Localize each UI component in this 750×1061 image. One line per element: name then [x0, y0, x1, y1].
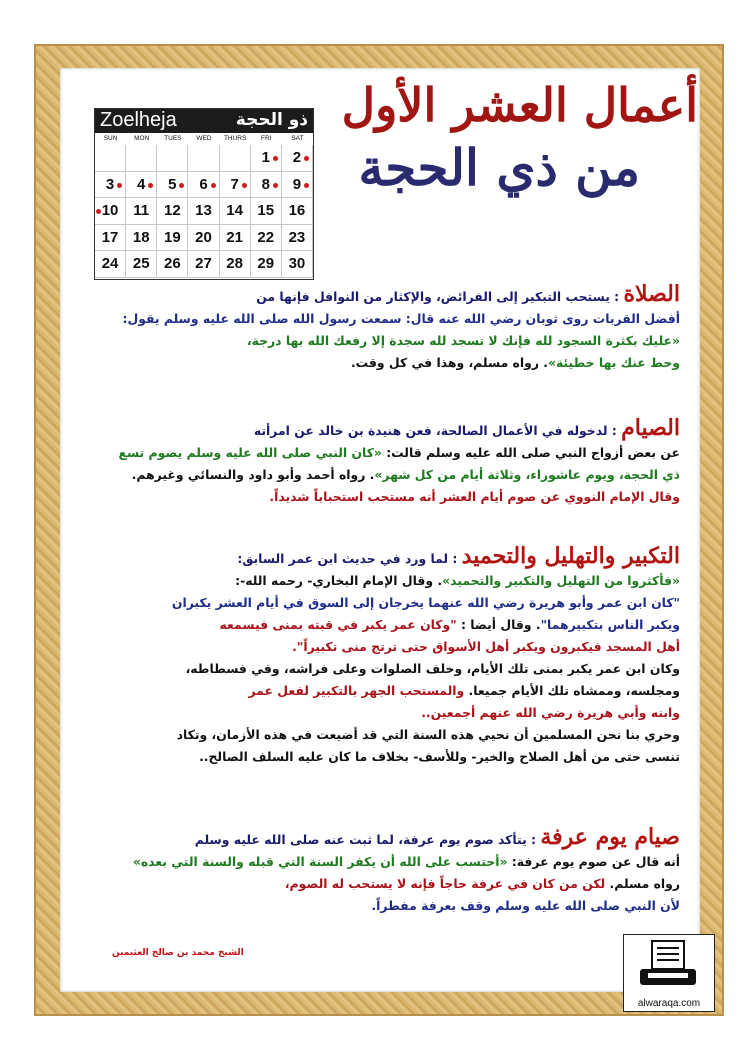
takbeer-line-10: تنسى حتى من أهل الصلاح والخير- وللأسف- بخلاف ما كان عليه السلف الصالح..: [199, 749, 680, 764]
siyam-line-3-quote: ذي الحجة، ويوم عاشوراء، وثلاثة أيام من كل شهر»: [374, 467, 680, 482]
takbeer-line-9: وحري بنا نحن المسلمين أن نحيي هذه السنة التي قد أضيعت في هذه الأزمان، وتكاد: [176, 727, 680, 742]
siyam-heading: الصيام: [621, 415, 680, 441]
calendar-day: 25: [126, 251, 157, 278]
section-salah: [90, 283, 680, 374]
calendar-day: 30: [282, 251, 313, 278]
siyam-line-3-rest: . رواه أحمد وأبو داود والنسائي وغيرهم.: [131, 467, 375, 482]
calendar-day: 17: [95, 225, 126, 252]
calendar-day: [157, 145, 188, 172]
calendar-day: 23: [282, 225, 313, 252]
takbeer-line-5: أهل المسجد فيكبرون ويكبر أهل الأسواق حتى ترتج منى تكبيراً".: [292, 639, 680, 654]
takbeer-line-4-a: ويكبر الناس بتكبيرهما": [540, 617, 680, 632]
takbeer-line-7-a: ومجلسه، وممشاه تلك الأيام جميعا.: [468, 683, 680, 698]
salah-line-4-quote: وحط عنك بها خطيئة»: [547, 355, 680, 370]
takbeer-line-1: : لما ورد في حديث ابن عمر السابق:: [237, 551, 458, 566]
calendar-day: 9: [282, 172, 313, 199]
section-arafah: [90, 826, 680, 917]
calendar-day: 20: [188, 225, 219, 252]
siyam-line-2-a: عن بعض أزواج النبي صلى الله عليه وسلم قالت:: [386, 445, 680, 460]
salah-line-3: «عليك بكثرة السجود لله فإنك لا تسجد لله سجدة إلا رفعك الله بها درجة،: [246, 333, 680, 348]
page-title: أعمال العشر الأول: [341, 78, 698, 132]
arafah-line-3-b: لكن من كان في عرفة حاجاً فإنه لا يستحب له الصوم،: [284, 876, 610, 891]
takbeer-line-4-b: . وقال أيضا :: [460, 617, 541, 632]
calendar-day: 27: [188, 251, 219, 278]
calendar-day: [95, 145, 126, 172]
takbeer-line-4-c: "وكان عمر يكبر في قبته بمنى فيسمعه: [219, 617, 461, 632]
calendar-day: 19: [157, 225, 188, 252]
page-subtitle: من ذي الحجة: [358, 138, 640, 197]
calendar-grid: [95, 145, 313, 278]
author-signature: الشيخ محمد بن صالح العثيمين: [112, 948, 244, 958]
salah-line-4-rest: . رواه مسلم، وهذا في كل وقت.: [350, 355, 548, 370]
salah-line-1: : يستحب التبكير إلى الفرائض، والإكثار من النوافل فإنها من: [256, 289, 620, 304]
calendar-day: 6: [188, 172, 219, 199]
takbeer-line-2-rest: . وقال الإمام البخاري- رحمه الله-:: [235, 573, 443, 588]
calendar-day: 18: [126, 225, 157, 252]
weekday-label: SAT: [291, 135, 304, 142]
arafah-line-2-a: أنه قال عن صوم يوم عرفة:: [511, 854, 680, 869]
calendar-day: 5: [157, 172, 188, 199]
arafah-line-2-quote: «أحتسب على الله أن يكفر السنة التي قبله والسنة التي بعده»: [132, 854, 512, 869]
calendar-day: 14: [220, 198, 251, 225]
section-takbeer: [90, 545, 680, 768]
salah-line-2: أفضل القربات روى ثوبان رضي الله عنه قال: سمعت رسول الله صلى الله عليه وسلم يقول:: [122, 311, 680, 326]
weekday-label: WED: [196, 135, 212, 142]
takbeer-heading: التكبير والتهليل والتحميد: [461, 543, 680, 569]
arafah-line-3-a: رواه مسلم.: [609, 876, 680, 891]
weekday-label: MON: [134, 135, 150, 142]
calendar-day: [126, 145, 157, 172]
calendar-weekdays: [95, 133, 313, 145]
siyam-line-4: وقال الإمام النووي عن صوم أيام العشر أنه مستحب استحباباً شديداً.: [269, 489, 680, 504]
calendar-header: [95, 109, 313, 133]
section-siyam: [90, 417, 680, 508]
calendar-day: 11: [126, 198, 157, 225]
calendar-day: 28: [220, 251, 251, 278]
calendar-day: 8: [251, 172, 282, 199]
calendar-day: 21: [220, 225, 251, 252]
printer-icon: [638, 939, 698, 991]
calendar-day: 4: [126, 172, 157, 199]
arafah-heading: صيام يوم عرفة: [540, 824, 680, 850]
calendar-day: 7: [220, 172, 251, 199]
arafah-line-1: : يتأكد صوم يوم عرفة، لما ثبت عنه صلى الله عليه وسلم: [194, 832, 537, 847]
calendar-day: [220, 145, 251, 172]
weekday-label: THURS: [223, 135, 247, 142]
takbeer-line-6: وكان ابن عمر يكبر بمنى تلك الأيام، وخلف الصلوات وعلى فراشه، وفي فسطاطه،: [185, 661, 680, 676]
calendar-day: 13: [188, 198, 219, 225]
calendar-day: 10: [95, 198, 126, 225]
calendar-day: 12: [157, 198, 188, 225]
calendar-day: 29: [251, 251, 282, 278]
calendar-day: 3: [95, 172, 126, 199]
calendar-day: 1: [251, 145, 282, 172]
calendar-day: 26: [157, 251, 188, 278]
calendar-title-ar: ذو الحجة: [235, 110, 308, 130]
calendar-day: 22: [251, 225, 282, 252]
calendar-day: 24: [95, 251, 126, 278]
takbeer-line-7-b: والمستحب الجهر بالتكبير لفعل عمر: [248, 683, 469, 698]
weekday-label: TUES: [164, 135, 182, 142]
calendar-day: 16: [282, 198, 313, 225]
siyam-line-1: : لدخوله في الأعمال الصالحة، فعن هنيدة بن خالد عن امرأته: [253, 423, 617, 438]
salah-heading: الصلاة: [623, 281, 680, 307]
calendar: [94, 108, 314, 280]
takbeer-line-2-quote: «فأكثروا من التهليل والتكبير والتحميد»: [442, 573, 680, 588]
weekday-label: SUN: [103, 135, 118, 142]
calendar-title-en: Zoelheja: [100, 109, 177, 131]
calendar-day: 2: [282, 145, 313, 172]
logo-caption: alwaraqa.com: [637, 998, 701, 1009]
weekday-label: FRI: [261, 135, 272, 142]
arafah-line-4: لأن النبي صلى الله عليه وسلم وقف بعرفة مفطراً.: [371, 898, 680, 913]
calendar-day: 15: [251, 198, 282, 225]
calendar-day: [188, 145, 219, 172]
takbeer-line-3: "كان ابن عمر وأبو هريرة رضي الله عنهما يخرجان إلى السوق في أيام العشر يكبران: [171, 595, 680, 610]
takbeer-line-8: وابنه وأبي هريرة رضي الله عنهم أجمعين..: [421, 705, 680, 720]
siyam-line-2-quote: «كان النبي صلى الله عليه وسلم يصوم تسع: [118, 445, 387, 460]
site-logo[interactable]: [623, 934, 715, 1012]
